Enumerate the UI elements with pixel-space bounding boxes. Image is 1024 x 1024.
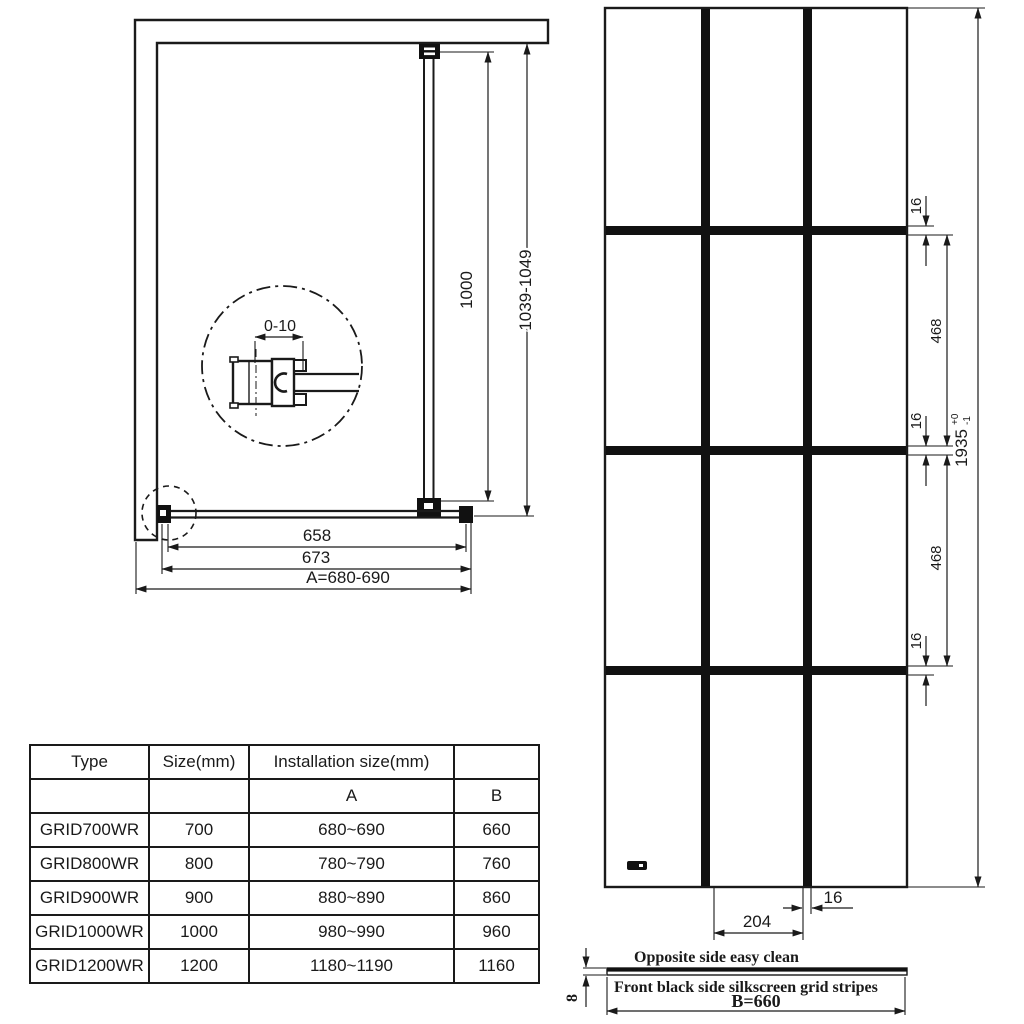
glass-black-face [607, 968, 907, 972]
table-row [30, 881, 539, 915]
label-opposite-side: Opposite side easy clean [634, 949, 799, 966]
table-row [30, 847, 539, 881]
plan-view [135, 20, 548, 594]
cell-b: 960 [454, 915, 539, 949]
dim-16: 16 [908, 632, 925, 650]
cell-size: 900 [149, 881, 249, 915]
dim-1935-group [950, 413, 973, 467]
cell-a: 680~690 [249, 813, 454, 847]
cell-size: 700 [149, 813, 249, 847]
cell-a: 1180~1190 [249, 949, 454, 983]
table-row [30, 949, 539, 983]
cell-type: GRID800WR [30, 847, 149, 881]
grid-stripe-horizontal [606, 666, 906, 675]
table-header-row-1 [30, 745, 539, 779]
support-bar [424, 58, 434, 499]
header-size: Size(mm) [149, 745, 249, 779]
grid-stripe-horizontal [606, 446, 906, 455]
table-row [30, 915, 539, 949]
cell-type: GRID1000WR [30, 915, 149, 949]
dim-468: 468 [928, 318, 945, 344]
brand-badge [627, 861, 647, 870]
dim-673: 673 [301, 548, 331, 567]
dim-a-680-690: A=680-690 [306, 568, 390, 587]
cell-a: 780~790 [249, 847, 454, 881]
dim-8: 8 [564, 994, 581, 1002]
dim-16-bottom-label: 16 [823, 888, 843, 907]
cell-a: 880~890 [249, 881, 454, 915]
cell-b: 660 [454, 813, 539, 847]
dim-0-10: 0-10 [263, 318, 297, 335]
table-header-row-2 [30, 779, 539, 813]
cell-b: 860 [454, 881, 539, 915]
dim-468: 468 [928, 545, 945, 571]
cell-a: 980~990 [249, 915, 454, 949]
cell-b: 760 [454, 847, 539, 881]
dim-1935-tol-plus: +0 [950, 413, 961, 425]
bracket-detail [230, 337, 359, 416]
wall-bracket-top [419, 44, 440, 59]
dim-1935-tol-minus: -1 [962, 416, 973, 425]
header-type: Type [30, 745, 149, 779]
cell-size: 1200 [149, 949, 249, 983]
right-extension-lines [907, 8, 985, 887]
dim-16: 16 [908, 412, 925, 430]
side-view [564, 948, 907, 1015]
wall-profile [135, 20, 548, 540]
dim-1935: 1935 [952, 429, 971, 467]
end-cap [459, 506, 473, 523]
dim-16: 16 [908, 197, 925, 215]
dim-1000: 1000 [457, 271, 476, 309]
header-col-b: B [454, 779, 539, 813]
cell-size: 1000 [149, 915, 249, 949]
cell-size: 800 [149, 847, 249, 881]
header-installation: Installation size(mm) [249, 745, 454, 779]
dim-b660: B=660 [731, 991, 781, 1011]
header-col-a: A [249, 779, 454, 813]
dim-658: 658 [302, 526, 332, 545]
grid-stripe-horizontal [606, 226, 906, 235]
cell-type: GRID700WR [30, 813, 149, 847]
dim-8-lines [583, 948, 606, 1007]
front-view [605, 8, 985, 940]
header-empty [454, 745, 539, 779]
dim-204: 204 [742, 912, 772, 931]
glass-bracket-bottom [417, 498, 441, 518]
table-row [30, 813, 539, 847]
size-table [29, 744, 540, 984]
label-front-side: Front black side silkscreen grid stripes [614, 979, 878, 996]
cell-b: 1160 [454, 949, 539, 983]
cell-type: GRID1200WR [30, 949, 149, 983]
dim-1039-1049: 1039-1049 [516, 249, 535, 331]
cell-type: GRID900WR [30, 881, 149, 915]
